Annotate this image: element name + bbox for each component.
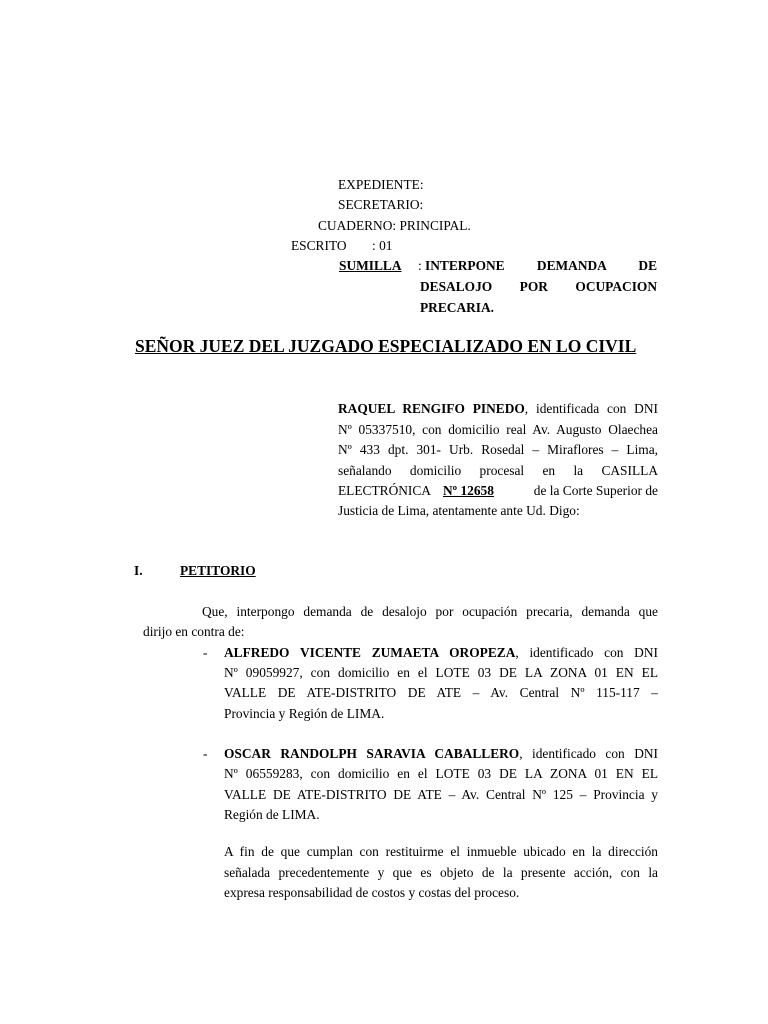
sumilla-line-1: INTERPONE DEMANDA DE: [425, 258, 657, 273]
escrito-value: : 01: [372, 238, 393, 253]
defendant-2-line-2: Nº 06559283, con domicilio en el LOTE 03 DE LA ZONA 01 EN EL: [224, 766, 658, 781]
petitorio-line-2: dirijo en contra de:: [143, 624, 245, 639]
secretario-label: SECRETARIO:: [338, 197, 424, 212]
bullet-dash: -: [203, 645, 208, 660]
sumilla-label: SUMILLA: [339, 258, 402, 273]
defendant-2-line-3: VALLE DE ATE-DISTRITO DE ATE – Av. Central Nº 125 – Provincia y: [224, 787, 658, 802]
intro-line-1-rest: , identificada con DNI: [524, 401, 658, 416]
plaintiff-name: RAQUEL RENGIFO PINEDO: [338, 401, 525, 416]
closing-line-3: expresa responsabilidad de costos y costas del proceso.: [224, 885, 520, 900]
intro-line-1: [338, 401, 658, 417]
casilla-number: Nº 12658: [443, 483, 494, 498]
sumilla-line-3: PRECARIA.: [420, 300, 495, 315]
intro-line-3: Nº 433 dpt. 301- Urb. Rosedal – Miraflores – Lima,: [338, 442, 658, 457]
closing-line-1: A fin de que cumplan con restituirme el inmueble ubicado en la dirección: [224, 844, 658, 859]
defendant-1-line-4: Provincia y Región de LIMA.: [224, 706, 385, 721]
intro-line-5-pre: ELECTRÓNICA: [338, 483, 431, 498]
defendant-2-name: OSCAR RANDOLPH SARAVIA CABALLERO: [224, 746, 520, 761]
sumilla-line-2: DESALOJO POR OCUPACION: [420, 279, 657, 294]
defendant-1-name: ALFREDO VICENTE ZUMAETA OROPEZA: [224, 645, 516, 660]
intro-line-4: señalando domicilio procesal en la CASILLA: [338, 463, 658, 478]
defendant-2-line-1: [224, 746, 658, 762]
bullet-dash: -: [203, 746, 208, 761]
defendant-1-line-1: [224, 645, 658, 661]
defendant-2-line-1-rest: , identificado con DNI: [519, 746, 658, 761]
petitorio-line-1: Que, interpongo demanda de desalojo por ocupación precaria, demanda que: [202, 604, 658, 619]
sumilla-colon: :: [418, 258, 422, 273]
defendant-1-line-2: Nº 09059927, con domicilio en el LOTE 03 DE LA ZONA 01 EN EL: [224, 665, 658, 680]
escrito-label: ESCRITO: [291, 238, 347, 253]
intro-line-2: Nº 05337510, con domicilio real Av. Augusto Olaechea: [338, 422, 658, 437]
intro-line-6: Justicia de Lima, atentamente ante Ud. Digo:: [338, 503, 580, 518]
closing-line-2: señalada precedentemente y que es objeto de la presente acción, con la: [224, 865, 658, 880]
cuaderno-label: CUADERNO: PRINCIPAL.: [318, 218, 471, 233]
defendant-2-line-4: Región de LIMA.: [224, 807, 320, 822]
document-title: SEÑOR JUEZ DEL JUZGADO ESPECIALIZADO EN LO CIVIL: [135, 336, 637, 356]
section-heading: PETITORIO: [180, 563, 256, 578]
intro-line-5-post: de la Corte Superior de: [533, 483, 658, 498]
expediente-label: EXPEDIENTE:: [338, 177, 424, 192]
section-numeral: I.: [134, 563, 143, 578]
defendant-1-line-3: VALLE DE ATE-DISTRITO DE ATE – Av. Central Nº 115-117 –: [224, 685, 658, 700]
defendant-1-line-1-rest: , identificado con DNI: [515, 645, 658, 660]
